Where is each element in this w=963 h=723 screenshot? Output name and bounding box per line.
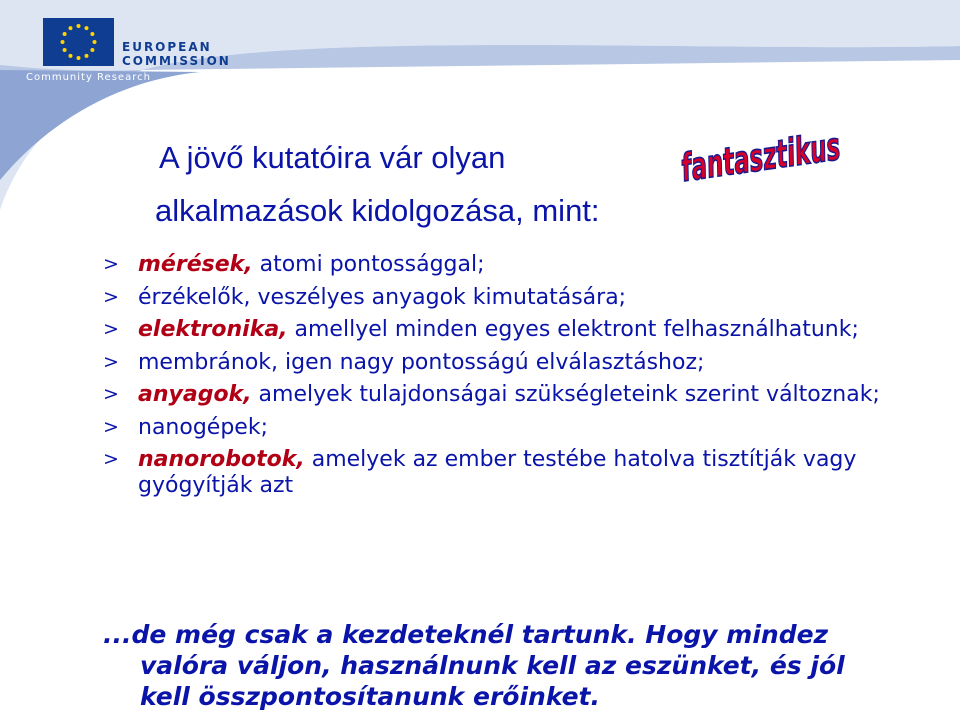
list-item: [103, 350, 963, 376]
list-item-text: atomi pontossággal;: [252, 252, 485, 277]
list-item-keyword: anyagok,: [138, 382, 252, 407]
list-item: [103, 415, 963, 441]
closing-line-2: valóra váljon, használnunk kell az eszünket, és jól: [140, 651, 845, 680]
list-item-keyword: nanorobotok,: [138, 447, 305, 472]
org-line-2: COMMISSION: [122, 54, 231, 68]
org-line-1: EUROPEAN: [122, 40, 212, 54]
closing-line-3: kell összpontosítanunk erőinket.: [140, 682, 600, 711]
list-item-keyword: mérések,: [138, 252, 253, 277]
fantasztikus-stamp: [676, 109, 946, 191]
application-list: [103, 252, 963, 505]
list-item-text: amelyek tulajdonságai szükségleteink szerint változnak;: [251, 382, 880, 407]
list-item-text: membránok, igen nagy pontosságú elválasztáshoz;: [138, 349, 705, 375]
slide-title-line-2: alkalmazások kidolgozása, mint:: [155, 193, 600, 228]
organization-name: [122, 40, 231, 68]
list-item-text: amellyel minden egyes elektront felhasználhatunk;: [287, 317, 859, 342]
list-item-text: érzékelők, veszélyes anyagok kimutatására;: [138, 284, 627, 310]
list-item: [103, 285, 963, 311]
list-item: [103, 447, 963, 498]
list-item: [103, 252, 963, 278]
stamp-text: fantasztikus: [678, 109, 946, 191]
list-item-text: nanogépek;: [138, 414, 268, 440]
list-item-keyword: elektronika,: [138, 317, 288, 342]
eu-flag-icon: [43, 18, 114, 66]
closing-line-1: ...de még csak a kezdeteknél tartunk. Hogy mindez: [103, 620, 829, 649]
slide-title-line-1: A jövő kutatóira vár olyan: [159, 140, 506, 175]
list-item: [103, 382, 963, 408]
list-item: [103, 317, 963, 343]
header-subtitle: Community Research: [26, 72, 151, 83]
list-item-text: amelyek az ember testébe hatolva tisztítják vagy gyógyítják azt: [138, 447, 857, 498]
closing-statement: [103, 619, 953, 712]
